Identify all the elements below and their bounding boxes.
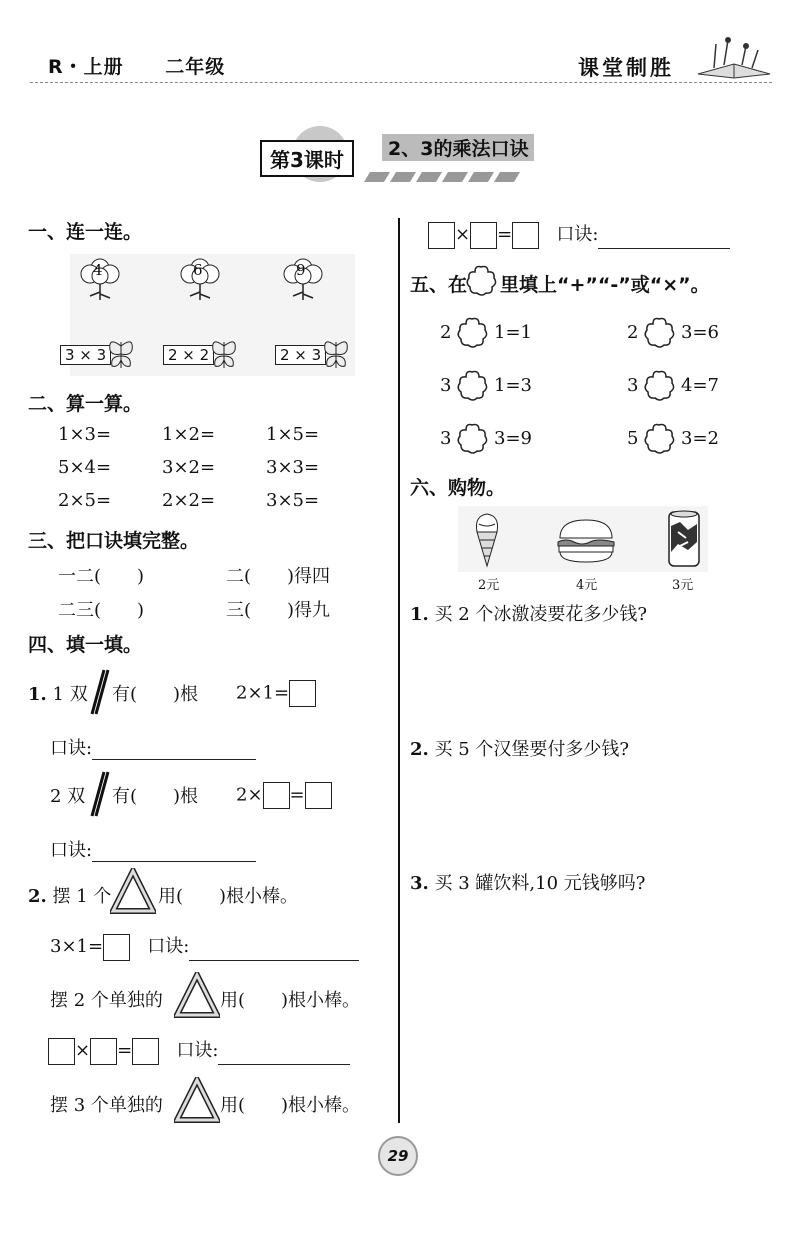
op-left: 2 xyxy=(440,322,452,343)
lesson-title: 2、3的乘法口诀 xyxy=(382,134,534,161)
op-right: 1=1 xyxy=(494,322,532,343)
butterfly-card-1: 3 × 3 xyxy=(60,345,111,365)
calc-item: 1×3= xyxy=(58,424,112,445)
op-left: 5 xyxy=(627,428,639,449)
calc-item: 5×4= xyxy=(58,457,112,478)
calc-item: 2×5= xyxy=(58,490,112,511)
op-right: 3=9 xyxy=(494,428,532,449)
answer-box[interactable] xyxy=(289,680,316,707)
answer-box[interactable] xyxy=(103,934,130,961)
header-left xyxy=(48,52,259,79)
flower-number-3: 9 xyxy=(296,261,306,279)
flower-number-2: 6 xyxy=(193,261,203,279)
triangle-sticks-icon xyxy=(174,1077,220,1123)
triangle-sticks-icon xyxy=(174,972,220,1018)
rhyme-line[interactable] xyxy=(189,960,359,961)
section3-title: 三、把口诀填完整。 xyxy=(28,530,200,552)
calc-item: 2×2= xyxy=(162,490,216,511)
flower-blank-icon[interactable] xyxy=(643,316,675,348)
rhyme-line[interactable] xyxy=(92,759,256,760)
shop-question-2: 2. 买 5 个汉堡要付多少钱? xyxy=(410,739,630,760)
flower-blank-icon[interactable] xyxy=(643,369,675,401)
q2-line-4: × = 口诀: xyxy=(48,1036,350,1065)
section5-title-post: 里填上“+”“-”或“×”。 xyxy=(500,274,710,296)
calc-item: 3×2= xyxy=(162,457,216,478)
rhyme-line[interactable] xyxy=(218,1064,350,1065)
op-right: 4=7 xyxy=(681,375,719,396)
q2-l1-post: 用( )根小棒。 xyxy=(158,886,299,907)
q2-line-1: 2. 摆 1 个 xyxy=(28,886,112,907)
answer-box[interactable] xyxy=(48,1038,75,1065)
calc-item: 1×5= xyxy=(266,424,320,445)
butterfly-icon xyxy=(209,336,239,370)
butterfly-icon xyxy=(106,336,136,370)
butterfly-card-2: 2 × 2 xyxy=(163,345,214,365)
answer-box[interactable] xyxy=(428,222,455,249)
rhyme-item: 二( )得四 xyxy=(226,566,331,587)
answer-box[interactable] xyxy=(132,1038,159,1065)
op-right: 3=2 xyxy=(681,428,719,449)
header-grade: 二年级 xyxy=(165,56,226,78)
hamburger-icon xyxy=(556,518,616,564)
page-number: 29 xyxy=(378,1136,418,1176)
op-right: 3=6 xyxy=(681,322,719,343)
section6-title: 六、购物。 xyxy=(410,477,506,499)
section1-title: 一、连一连。 xyxy=(28,221,143,243)
answer-box[interactable] xyxy=(512,222,539,249)
q1-rhyme-a: 口诀: xyxy=(50,734,256,760)
q2-line-2: 3×1= 口诀: xyxy=(50,932,359,961)
flower-blank-icon[interactable] xyxy=(456,316,488,348)
section4-title: 四、填一填。 xyxy=(28,634,143,656)
rhyme-item: 三( )得九 xyxy=(226,600,331,621)
q1-line-a xyxy=(28,680,88,706)
price-hamburger: 4元 xyxy=(576,578,598,593)
column-divider xyxy=(398,218,400,1123)
q2-l3-post: 用( )根小棒。 xyxy=(220,990,361,1011)
shop-question-3: 3. 买 3 罐饮料,10 元钱够吗? xyxy=(410,873,646,894)
book-icon xyxy=(694,34,774,80)
q1-number: 1. xyxy=(28,684,47,705)
q2-l5-pre: 摆 3 个单独的 xyxy=(50,1095,163,1116)
q1-a-mid: 有( )根 xyxy=(112,684,199,705)
rhyme-line[interactable] xyxy=(92,861,256,862)
answer-box[interactable] xyxy=(305,782,332,809)
section5-title-pre: 五、在 xyxy=(410,274,468,296)
rhyme-item: 一二( ) xyxy=(58,566,145,587)
q1-pre: 1 双 xyxy=(52,684,88,705)
answer-box[interactable] xyxy=(90,1038,117,1065)
flower-blank-icon[interactable] xyxy=(456,369,488,401)
section2-title: 二、算一算。 xyxy=(28,393,143,415)
header-volume: R・上册 xyxy=(48,56,124,78)
answer-box[interactable] xyxy=(263,782,290,809)
calc-item: 3×5= xyxy=(266,490,320,511)
butterfly-card-3: 2 × 3 xyxy=(275,345,326,365)
q2-l3-pre: 摆 2 个单独的 xyxy=(50,990,163,1011)
flower-number-1: 4 xyxy=(93,261,103,279)
op-left: 3 xyxy=(627,375,639,396)
q2-l5-post: 用( )根小棒。 xyxy=(220,1095,361,1116)
lesson-number: 第3课时 xyxy=(260,140,354,177)
q1-b-pre: 2 双 xyxy=(50,786,86,807)
shop-question-1: 1. 买 2 个冰激凌要花多少钱? xyxy=(410,604,648,625)
op-left: 3 xyxy=(440,375,452,396)
q1-rhyme-b: 口诀: xyxy=(50,836,256,862)
ice-cream-icon xyxy=(470,510,504,568)
flower-blank-icon[interactable] xyxy=(456,422,488,454)
triangle-sticks-icon xyxy=(110,868,156,914)
q1-b-mid: 有( )根 xyxy=(112,786,199,807)
chopsticks-icon xyxy=(88,770,110,818)
butterfly-icon xyxy=(321,336,351,370)
rhyme-line[interactable] xyxy=(598,248,730,249)
header-brand: 课堂制胜 xyxy=(578,56,674,80)
price-drink: 3元 xyxy=(672,578,694,593)
chopsticks-icon xyxy=(88,668,110,716)
price-ice-cream: 2元 xyxy=(478,578,500,593)
rhyme-item: 二三( ) xyxy=(58,600,145,621)
right-top-equation: × = 口诀: xyxy=(428,220,730,249)
q2-number: 2. xyxy=(28,886,47,907)
op-right: 1=3 xyxy=(494,375,532,396)
op-left: 2 xyxy=(627,322,639,343)
flower-blank-icon[interactable] xyxy=(643,422,675,454)
q1-b-eq: 2× = xyxy=(236,782,332,809)
flower-blank-icon xyxy=(465,264,497,296)
drink-can-icon xyxy=(666,508,702,570)
op-left: 3 xyxy=(440,428,452,449)
calc-item: 3×3= xyxy=(266,457,320,478)
q1-a-eq: 2×1= xyxy=(236,680,316,707)
calc-item: 1×2= xyxy=(162,424,216,445)
answer-box[interactable] xyxy=(470,222,497,249)
header-divider xyxy=(30,82,772,83)
